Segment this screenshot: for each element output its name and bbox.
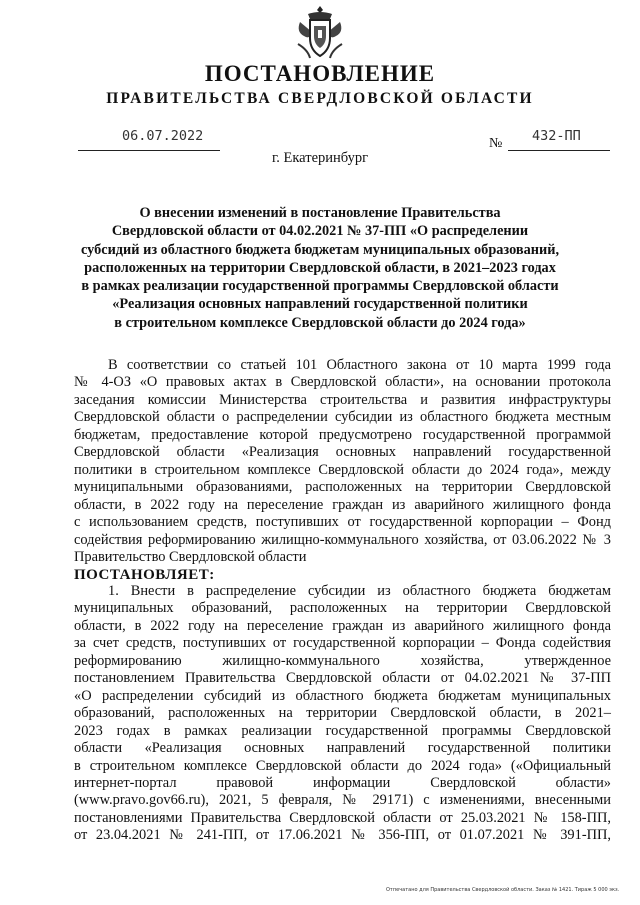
text-line: муниципальных образований, расположенных на территории Свердловской — [74, 600, 611, 617]
resolves-heading: ПОСТАНОВЛЯЕТ: — [74, 567, 215, 583]
document-type-title: ПОСТАНОВЛЕНИЕ — [204, 61, 436, 86]
text-line: Правительство Свердловской области — [74, 548, 307, 565]
text-line: 1. Внести в распределение субсидии из областного бюджета бюджетам — [108, 583, 611, 599]
number-sign: № — [489, 136, 503, 151]
heading-line: Свердловской области от 04.02.2021 № 37-ПП «О распределении — [111, 223, 529, 240]
text-line: области, в 2022 году на переселение граждан из аварийного жилищного фонда — [74, 496, 611, 513]
heading-line: расположенных на территории Свердловской области, в 2021–2023 годах — [84, 259, 556, 276]
heading-line: «Реализация основных направлений государственной политики — [112, 296, 528, 313]
text-line: в строительном комплексе Свердловской области до 2024 года» («Официальный — [74, 757, 611, 774]
heading-line: субсидий из областного бюджета бюджетам муниципальных образований, — [80, 241, 560, 258]
preamble-paragraph — [74, 357, 611, 566]
text-line: бюджетам, предоставление которой предусмотрено государственной программой — [74, 426, 611, 443]
text-line: содействия реформированию жилищно-коммунального хозяйства, от 03.06.2022 № 3 — [74, 531, 611, 548]
text-line: постановлением Правительства Свердловской области от 04.02.2021 № 37-ПП — [74, 670, 611, 687]
text-line: образований, расположенных на территории Свердловской области, в 2021– — [74, 705, 611, 722]
text-line: № 4-ОЗ «О правовых актах в Свердловской области», на основании протокола — [74, 374, 611, 391]
document-date: 06.07.2022 — [122, 128, 204, 144]
text-line: от 23.04.2021 № 241-ПП, от 17.06.2021 № 356-ПП, от 01.07.2021 № 391-ПП, — [74, 827, 611, 844]
text-line: интернет-портал правовой информации Свердловской области» — [74, 774, 611, 791]
text-line: области «Реализация основных направлений государственной политики — [74, 740, 611, 757]
document-heading — [60, 204, 580, 332]
city: г. Екатеринбург — [271, 150, 369, 166]
text-line: политики в строительном комплексе Свердловской области до 2024 года», между — [74, 461, 611, 478]
heading-line: О внесении изменений в постановление Правительства — [139, 205, 501, 221]
text-line: 2023 годах в рамках реализации государственной программы Свердловской — [74, 722, 611, 739]
text-line: В соответствии со статьей 101 Областного закона от 10 марта 1999 года — [108, 357, 611, 373]
number-field — [508, 128, 610, 151]
text-line: «О распределении субсидий из областного бюджета бюджетам муниципальных — [74, 687, 611, 704]
document-number: 432-ПП — [532, 128, 581, 144]
date-field — [78, 128, 220, 151]
heading-line: в рамках реализации государственной программы Свердловской области — [81, 278, 559, 295]
print-footer: Отпечатано для Правительства Свердловской области. Заказ № 1421. Тираж 5 000 экз. — [386, 887, 620, 893]
text-line: Свердловской области о распределении субсидии из областного бюджета местным — [74, 409, 611, 426]
text-line: за счет средств, поступивших от государственной корпорации – Фонда содействия — [74, 635, 611, 652]
item-1-paragraph — [74, 583, 611, 845]
heading-line: в строительном комплексе Свердловской области до 2024 года» — [114, 314, 526, 331]
text-line: постановлениями Правительства Свердловской области от 25.03.2021 № 158-ПП, — [74, 809, 611, 826]
issuing-authority: ПРАВИТЕЛЬСТВА СВЕРДЛОВСКОЙ ОБЛАСТИ — [106, 90, 534, 107]
coat-of-arms-emblem — [294, 4, 346, 60]
text-line: реформированию жилищно-коммунального хозяйства, утвержденное — [74, 652, 611, 669]
text-line: заседания комиссии Министерства строительства и развития инфраструктуры — [74, 391, 611, 408]
text-line: области, в 2022 году на переселение граждан из аварийного жилищного фонда — [74, 617, 611, 634]
text-line: с использованием средств, поступивших от государственной корпорации – Фонд — [74, 514, 611, 531]
text-line: (www.pravo.gov66.ru), 2021, 5 февраля, № 29171) с изменениями, внесенными — [74, 792, 611, 809]
text-line: муниципальными образованиями, расположенных на территории Свердловской — [74, 479, 611, 496]
text-line: Свердловской области «Реализация основных направлений государственной — [74, 444, 611, 461]
